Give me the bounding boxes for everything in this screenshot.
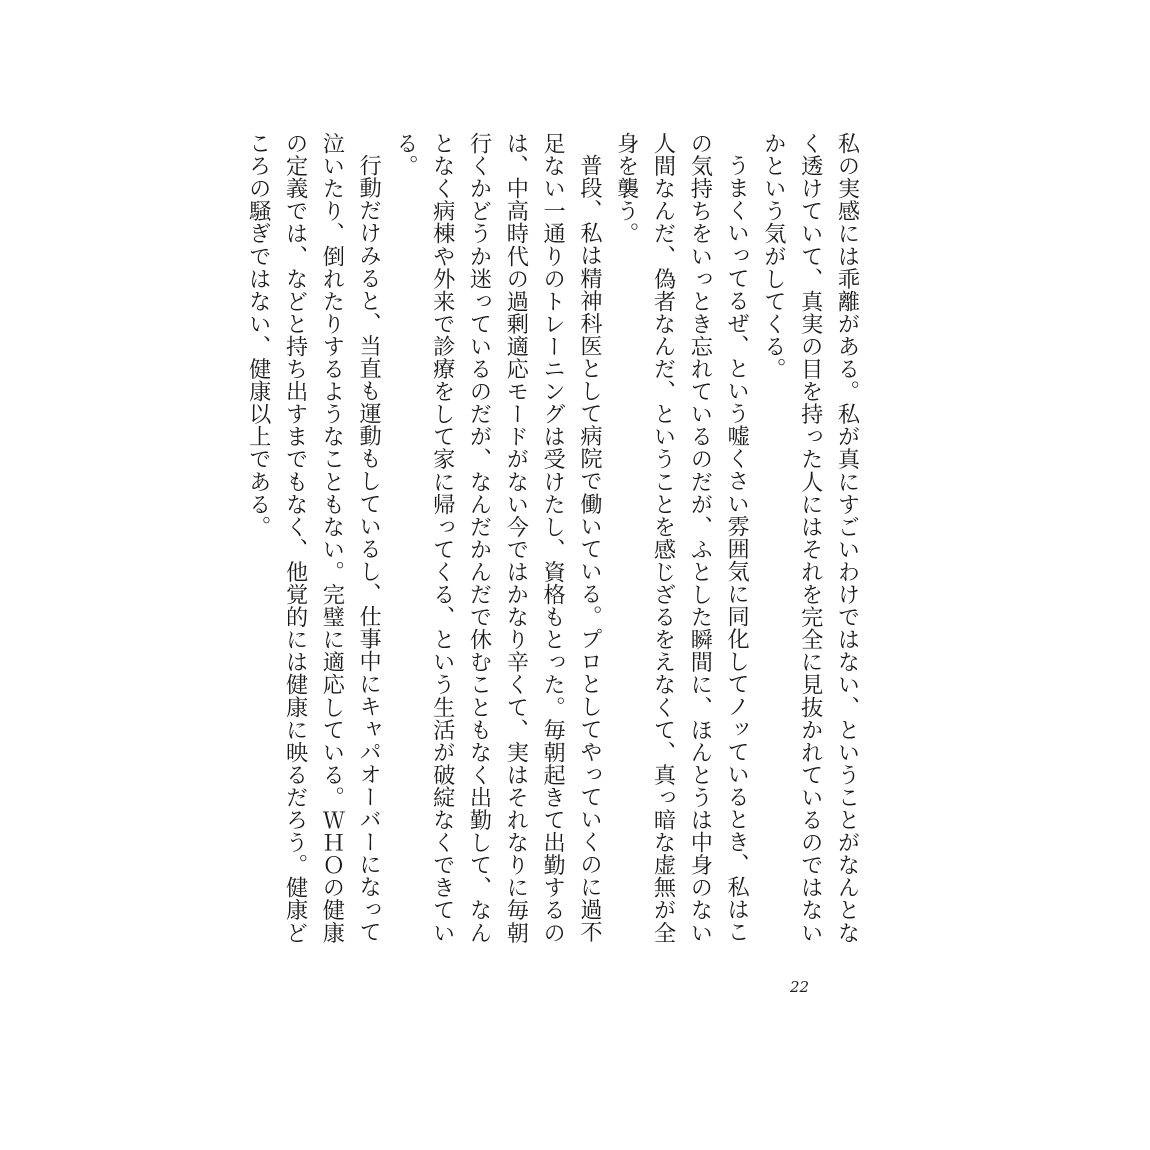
vertical-text-body — [239, 132, 865, 952]
page-number: 22 — [790, 978, 810, 996]
paragraph-gap-feeling: 私の実感には乖離がある。私が真にすごいわけではない、ということがなんとなく透けていて、真実の目を持った人にはそれを完全に見抜かれているのではないかという気がしてくる。 — [760, 132, 860, 944]
paragraph-acting-cool: うまくいってるぜ、という嘘くさい雰囲気に同化してノッているとき、私はこの気持ちをいっとき忘れているのだが、ふとした瞬間に、ほんとうは中身のない人間なんだ、偽者なんだ、ということを感じざるをえなくて、真っ暗な虚無が全身を襲う。 — [613, 132, 750, 944]
paragraph-behavior-health: 行動だけみると、当直も運動もしているし、仕事中にキャパオーバーになって泣いたり、倒れたりするようなこともない。完璧に適応している。ＷＨＯの健康の定義では、などと持ち出すまでもなく、他覚的には健康に映るだろう。健康どころの騒ぎではない、健康以上である。 — [245, 132, 382, 944]
paragraph-psychiatrist-work: 普段、私は精神科医として病院で働いている。プロとしてやっていくのに過不足ない一通りのトレーニングは受けたし、資格もとった。毎朝起きて出勤するのは、中高時代の過剰適応モードがない今ではかなり辛くて、実はそれなりに毎朝行くかどうか迷っているのだが、なんだかんだで休むこともなく出勤して、なんとなく病棟や外来で診療をして家に帰ってくる、という生活が破綻なくできている。 — [392, 132, 603, 944]
